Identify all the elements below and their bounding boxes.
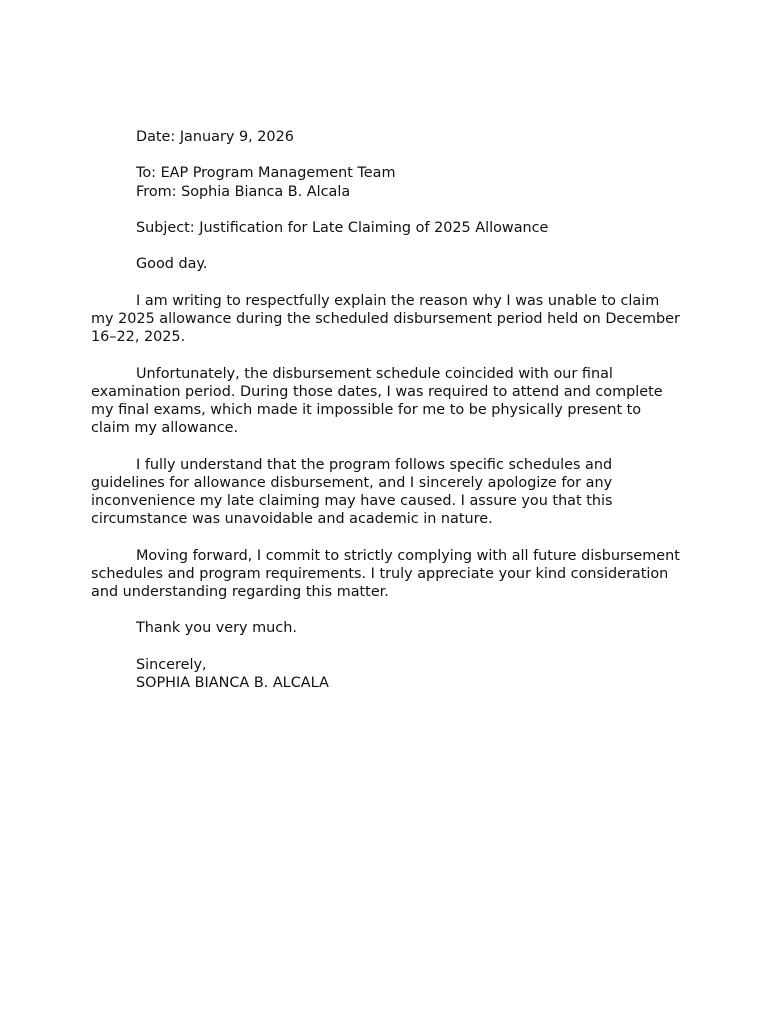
spacer <box>91 528 681 546</box>
letter-sender: From: Sophia Bianca B. Alcala <box>136 183 351 200</box>
spacer <box>91 201 681 219</box>
spacer <box>91 274 681 292</box>
spacer <box>91 601 681 619</box>
letter-greeting: Good day. <box>136 256 208 273</box>
letter-signature-name: SOPHIA BIANCA B. ALCALA <box>136 674 329 691</box>
body-paragraph-1: I am writing to respectfully explain the reason why I was unable to claim my 2025 allowance during the scheduled disbursement period held on December 16–22, 2025. <box>91 292 680 346</box>
spacer <box>91 437 681 455</box>
letter-subject: Subject: Justification for Late Claiming of 2025 Allowance <box>136 219 549 236</box>
body-paragraph-2: Unfortunately, the disbursement schedule coincided with our final examination period. During those dates, I was required to attend and complete my final exams, which made it impossible for me to be physically present to claim my allowance. <box>91 365 663 437</box>
letter-thanks: Thank you very much. <box>136 620 297 637</box>
letter-closing: Sincerely, <box>136 656 207 673</box>
body-paragraph-3: I fully understand that the program follows specific schedules and guidelines for allowance disbursement, and I sincerely apologize for any inconvenience my late claiming may have caused. I assure you that this circumstance was unavoidable and academic in nature. <box>91 456 613 528</box>
body-paragraph-4: Moving forward, I commit to strictly complying with all future disbursement schedules and program requirements. I truly appreciate your kind consideration and understanding regarding this matter. <box>91 547 680 600</box>
letter-date: Date: January 9, 2026 <box>136 129 294 145</box>
spacer <box>91 346 681 364</box>
letter-body <box>91 128 681 692</box>
letter-recipient: To: EAP Program Management Team <box>136 165 396 182</box>
spacer <box>91 146 681 164</box>
spacer <box>91 237 681 255</box>
spacer <box>91 638 681 656</box>
